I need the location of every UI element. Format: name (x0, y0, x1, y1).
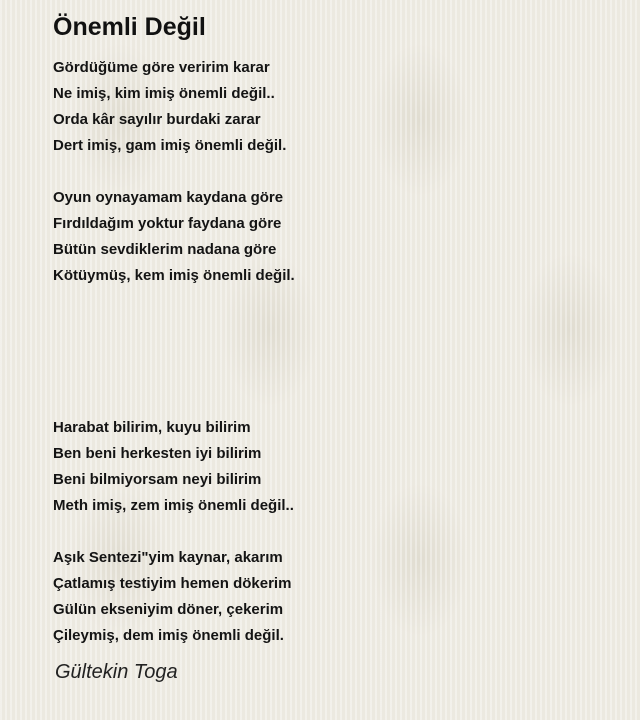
poem-line: Harabat bilirim, kuyu bilirim (53, 419, 251, 436)
poem-body (53, 55, 613, 675)
poem-line: Çileymiş, dem imiş önemli değil. (53, 627, 284, 644)
poem-line: Orda kâr sayılır burdaki zarar (53, 111, 261, 128)
poem-line: Oyun oynayamam kaydana göre (53, 189, 284, 206)
stanza-2 (53, 185, 613, 289)
poem-line: Çatlamış testiyim hemen dökerim (53, 575, 292, 592)
poem-line: Dert imiş, gam imiş önemli değil. (53, 137, 287, 154)
stanza-4 (53, 545, 613, 649)
poem-line: Kötüymüş, kem imiş önemli değil. (53, 267, 295, 284)
stanza-3 (53, 415, 613, 519)
poem-line: Fırdıldağım yoktur faydana göre (53, 215, 282, 232)
poem-line: Bütün sevdiklerim nadana göre (53, 241, 277, 258)
poem-line: Meth imiş, zem imiş önemli değil.. (53, 497, 294, 514)
poem-title: Önemli Değil (53, 13, 206, 41)
stanza-1 (53, 55, 613, 159)
author-name[interactable]: Gültekin Toga (55, 661, 178, 683)
poem-line: Ne imiş, kim imiş önemli değil.. (53, 85, 275, 102)
poem-line: Ben beni herkesten iyi bilirim (53, 445, 262, 462)
poem-line: Gülün ekseniyim döner, çekerim (53, 601, 284, 618)
poem-line: Aşık Sentezi"yim kaynar, akarım (53, 549, 283, 566)
poem-line: Beni bilmiyorsam neyi bilirim (53, 471, 262, 488)
poem-line: Gördüğüme göre veririm karar (53, 59, 270, 76)
